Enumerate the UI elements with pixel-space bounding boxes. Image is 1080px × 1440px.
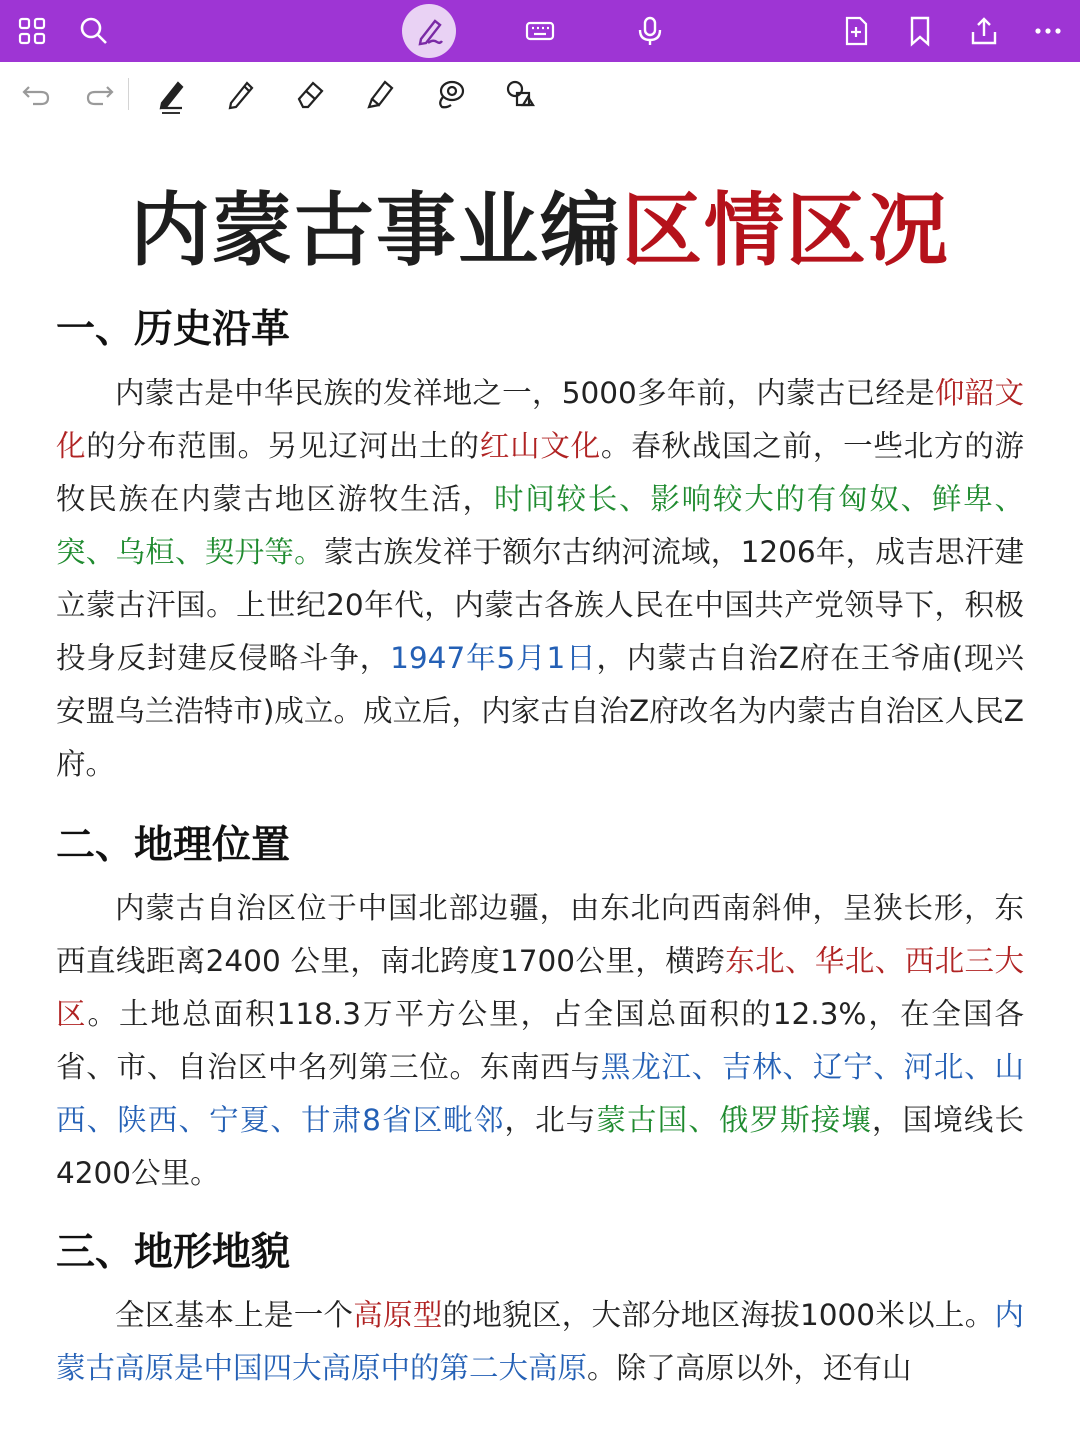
lasso-icon[interactable]: [430, 74, 470, 114]
text-span: 蒙古族发祥于额尔古纳河流域，1206年，成吉思汗建立蒙古汗国。上世纪20年代，内蒙古各族人民在中国共产党领导下，积极投身反封建反侵略斗争，: [56, 535, 1024, 675]
bookmark-icon[interactable]: [900, 11, 940, 51]
section-heading: 一、历史沿革: [56, 307, 291, 352]
text-span: 的分布范围。另见辽河出土的: [86, 429, 480, 463]
text-span: 内蒙古自治区位于中国北部边疆，由东北向西南斜伸，呈狭长形，东西直线距离2400 公里，南北跨度1700公里，横跨: [56, 891, 1024, 978]
toolbar-divider: [128, 78, 129, 110]
highlight-red: 东北、华北、西北三大区: [56, 944, 1024, 1031]
drawing-toolbar: [0, 62, 1080, 126]
highlight-green: 蒙古国、俄罗斯接壤: [596, 1103, 872, 1137]
title-red-text: 区情区况: [622, 183, 950, 277]
section-heading: 二、地理位置: [56, 823, 291, 868]
text-span: 全区基本上是一个: [115, 1298, 354, 1332]
highlight-red: 高原型: [353, 1298, 443, 1332]
microphone-icon[interactable]: [630, 11, 670, 51]
highlight-green: 时间较长、影响较大的有匈奴、鲜卑、突、乌桓、契丹等。: [56, 482, 1024, 569]
highlight-red: 仰韶文化: [56, 376, 1024, 463]
pencil-icon[interactable]: [220, 74, 260, 114]
top-toolbar: [0, 0, 1080, 62]
text-span: 的地貌区，大部分地区海拔1000米以上。: [442, 1298, 995, 1332]
text-span: 内蒙古是中华民族的发祥地之一，5000多年前，内蒙古已经是: [115, 376, 935, 410]
text-span: ，国境线长 4200公里。: [56, 1103, 1024, 1190]
add-page-icon[interactable]: [836, 11, 876, 51]
section-paragraph: [56, 882, 1024, 1200]
ballpoint-pen-icon[interactable]: [151, 74, 191, 114]
title-black-text: 内蒙古事业编: [130, 183, 622, 277]
share-icon[interactable]: [964, 11, 1004, 51]
highlight-blue: 黑龙江、吉林、辽宁、河北、山西、陕西、宁夏、甘肃8省区毗邻: [56, 1050, 1024, 1137]
active-tool-indicator: [162, 112, 180, 114]
eraser-icon[interactable]: [290, 74, 330, 114]
search-icon[interactable]: [74, 11, 114, 51]
highlight-blue: 1947年5月1日: [390, 641, 597, 675]
more-icon[interactable]: [1028, 11, 1068, 51]
text-span: 。春秋战国之前，一些北方的游牧民族在内蒙古地区游牧生活，: [56, 429, 1024, 516]
highlighter-icon[interactable]: [360, 74, 400, 114]
page-title: [0, 166, 1080, 281]
redo-icon[interactable]: [80, 74, 120, 114]
keyboard-icon[interactable]: [520, 11, 560, 51]
section-heading: 三、地形地貌: [56, 1230, 291, 1275]
text-span: ，内蒙古自治Z府在王爷庙(现兴安盟乌兰浩特市)成立。成立后，内家古自治Z府改名为内蒙古自治区人民Z府。: [56, 641, 1024, 781]
grid-icon[interactable]: [12, 11, 52, 51]
text-span: 。土地总面积118.3万平方公里，占全国总面积的12.3%，在全国各省、市、自治区中名列第三位。东南西与: [56, 997, 1024, 1084]
text-span: 。除了高原以外，还有山: [587, 1351, 912, 1385]
section-paragraph: [56, 367, 1024, 791]
text-span: ，北与: [504, 1103, 597, 1137]
shapes-icon[interactable]: [500, 74, 540, 114]
section-paragraph: [56, 1289, 1024, 1395]
document: [0, 126, 1080, 1440]
undo-icon[interactable]: [16, 74, 56, 114]
pen-icon[interactable]: [402, 4, 456, 58]
highlight-red: 红山文化: [479, 429, 601, 463]
highlight-blue: 内蒙古高原是中国四大高原中的第二大高原: [56, 1298, 1024, 1385]
